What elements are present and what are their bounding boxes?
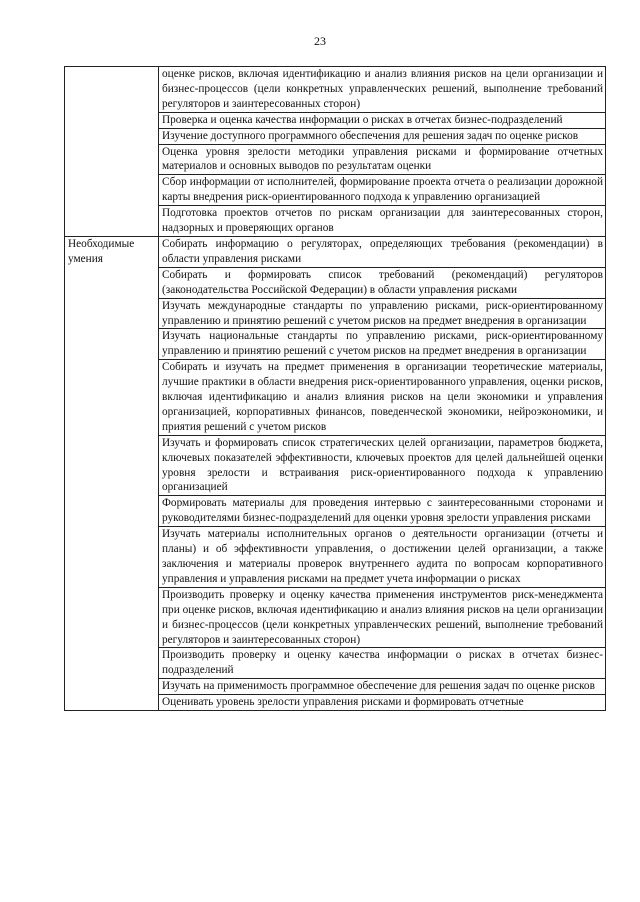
skill-item: Изучать на применимость программное обеспечение для решения задач по оценке рисков xyxy=(159,679,606,695)
section-label-empty xyxy=(65,67,159,237)
skill-item: Собирать и изучать на предмет применения в организации теоретические материалы, лучшие практики в области внедрения риск-ориентированного управления, оценки рисков, включая идентификацию и анализ влияния рисков на цели экономики и управления организацией, корпоративных финансов, поведенческой экономики, нейроэкономики, и приятия решений с учетом рисков xyxy=(159,360,606,436)
skill-item: Формировать материалы для проведения интервью с заинтересованными сторонами и руководителями бизнес-подразделений для оценки уровня зрелости управления рисками xyxy=(159,496,606,527)
activity-item: Проверка и оценка качества информации о рисках в отчетах бизнес-подразделений xyxy=(159,112,606,128)
activity-item: оценке рисков, включая идентификацию и анализ влияния рисков на цели организации и бизнес-процессов (цели конкретных управленческих решений, выполнение требований регуляторов и заинтересованных сторон) xyxy=(159,67,606,113)
skill-item: Изучать национальные стандарты по управлению рисками, риск-ориентированному управлению и принятию решений с учетом рисков на предмет внедрения в организации xyxy=(159,329,606,360)
skill-item: Оценивать уровень зрелости управления рисками и формировать отчетные xyxy=(159,695,606,711)
table-row xyxy=(65,236,606,267)
page-number: 23 xyxy=(314,34,326,48)
activity-item: Изучение доступного программного обеспечения для решения задач по оценке рисков xyxy=(159,128,606,144)
activity-item: Сбор информации от исполнителей, формирование проекта отчета о реализации дорожной карты внедрения риск-ориентированного подхода к управлению организацией xyxy=(159,175,606,206)
skill-item: Собирать и формировать список требований (рекомендаций) регуляторов (законодательства Российской Федерации) в области управления рисками xyxy=(159,267,606,298)
requirements-table xyxy=(64,66,606,711)
section-label-skills: Необходимые умения xyxy=(65,236,159,710)
skill-item: Изучать и формировать список стратегических целей организации, параметров бюджета, ключевых показателей эффективности, ключевых проектов для целей дальнейшей оценки уровня зрелости и встраивания риск-ориентированного подхода к управлению организацией xyxy=(159,435,606,496)
skill-item: Изучать международные стандарты по управлению рисками, риск-ориентированному управлению и принятию решений с учетом рисков на предмет внедрения в организации xyxy=(159,298,606,329)
skill-item: Производить проверку и оценку качества применения инструментов риск-менеджмента при оценке рисков, включая идентификацию и анализ влияния рисков на цели организации и бизнес-процессов (цели конкретных управленческих решений, выполнение требований регуляторов и заинтересованных сторон) xyxy=(159,587,606,648)
skill-item: Производить проверку и оценку качества информации о рисках в отчетах бизнес-подразделений xyxy=(159,648,606,679)
skill-item: Изучать материалы исполнительных органов о деятельности организации (отчеты и планы) и об эффективности управления, о достижении целей организации, а также заключения и материалы проверок внутреннего аудита по вопросам корпоративного управления и управления рисками на предмет учета информации о рисках xyxy=(159,527,606,588)
activity-item: Подготовка проектов отчетов по рискам организации для заинтересованных сторон, надзорных и проверяющих органов xyxy=(159,206,606,237)
activity-item: Оценка уровня зрелости методики управления рисками и формирование отчетных материалов и основных выводов по результатам оценки xyxy=(159,144,606,175)
table-row xyxy=(65,67,606,113)
skill-item: Собирать информацию о регуляторах, определяющих требования (рекомендации) в области управления рисками xyxy=(159,236,606,267)
